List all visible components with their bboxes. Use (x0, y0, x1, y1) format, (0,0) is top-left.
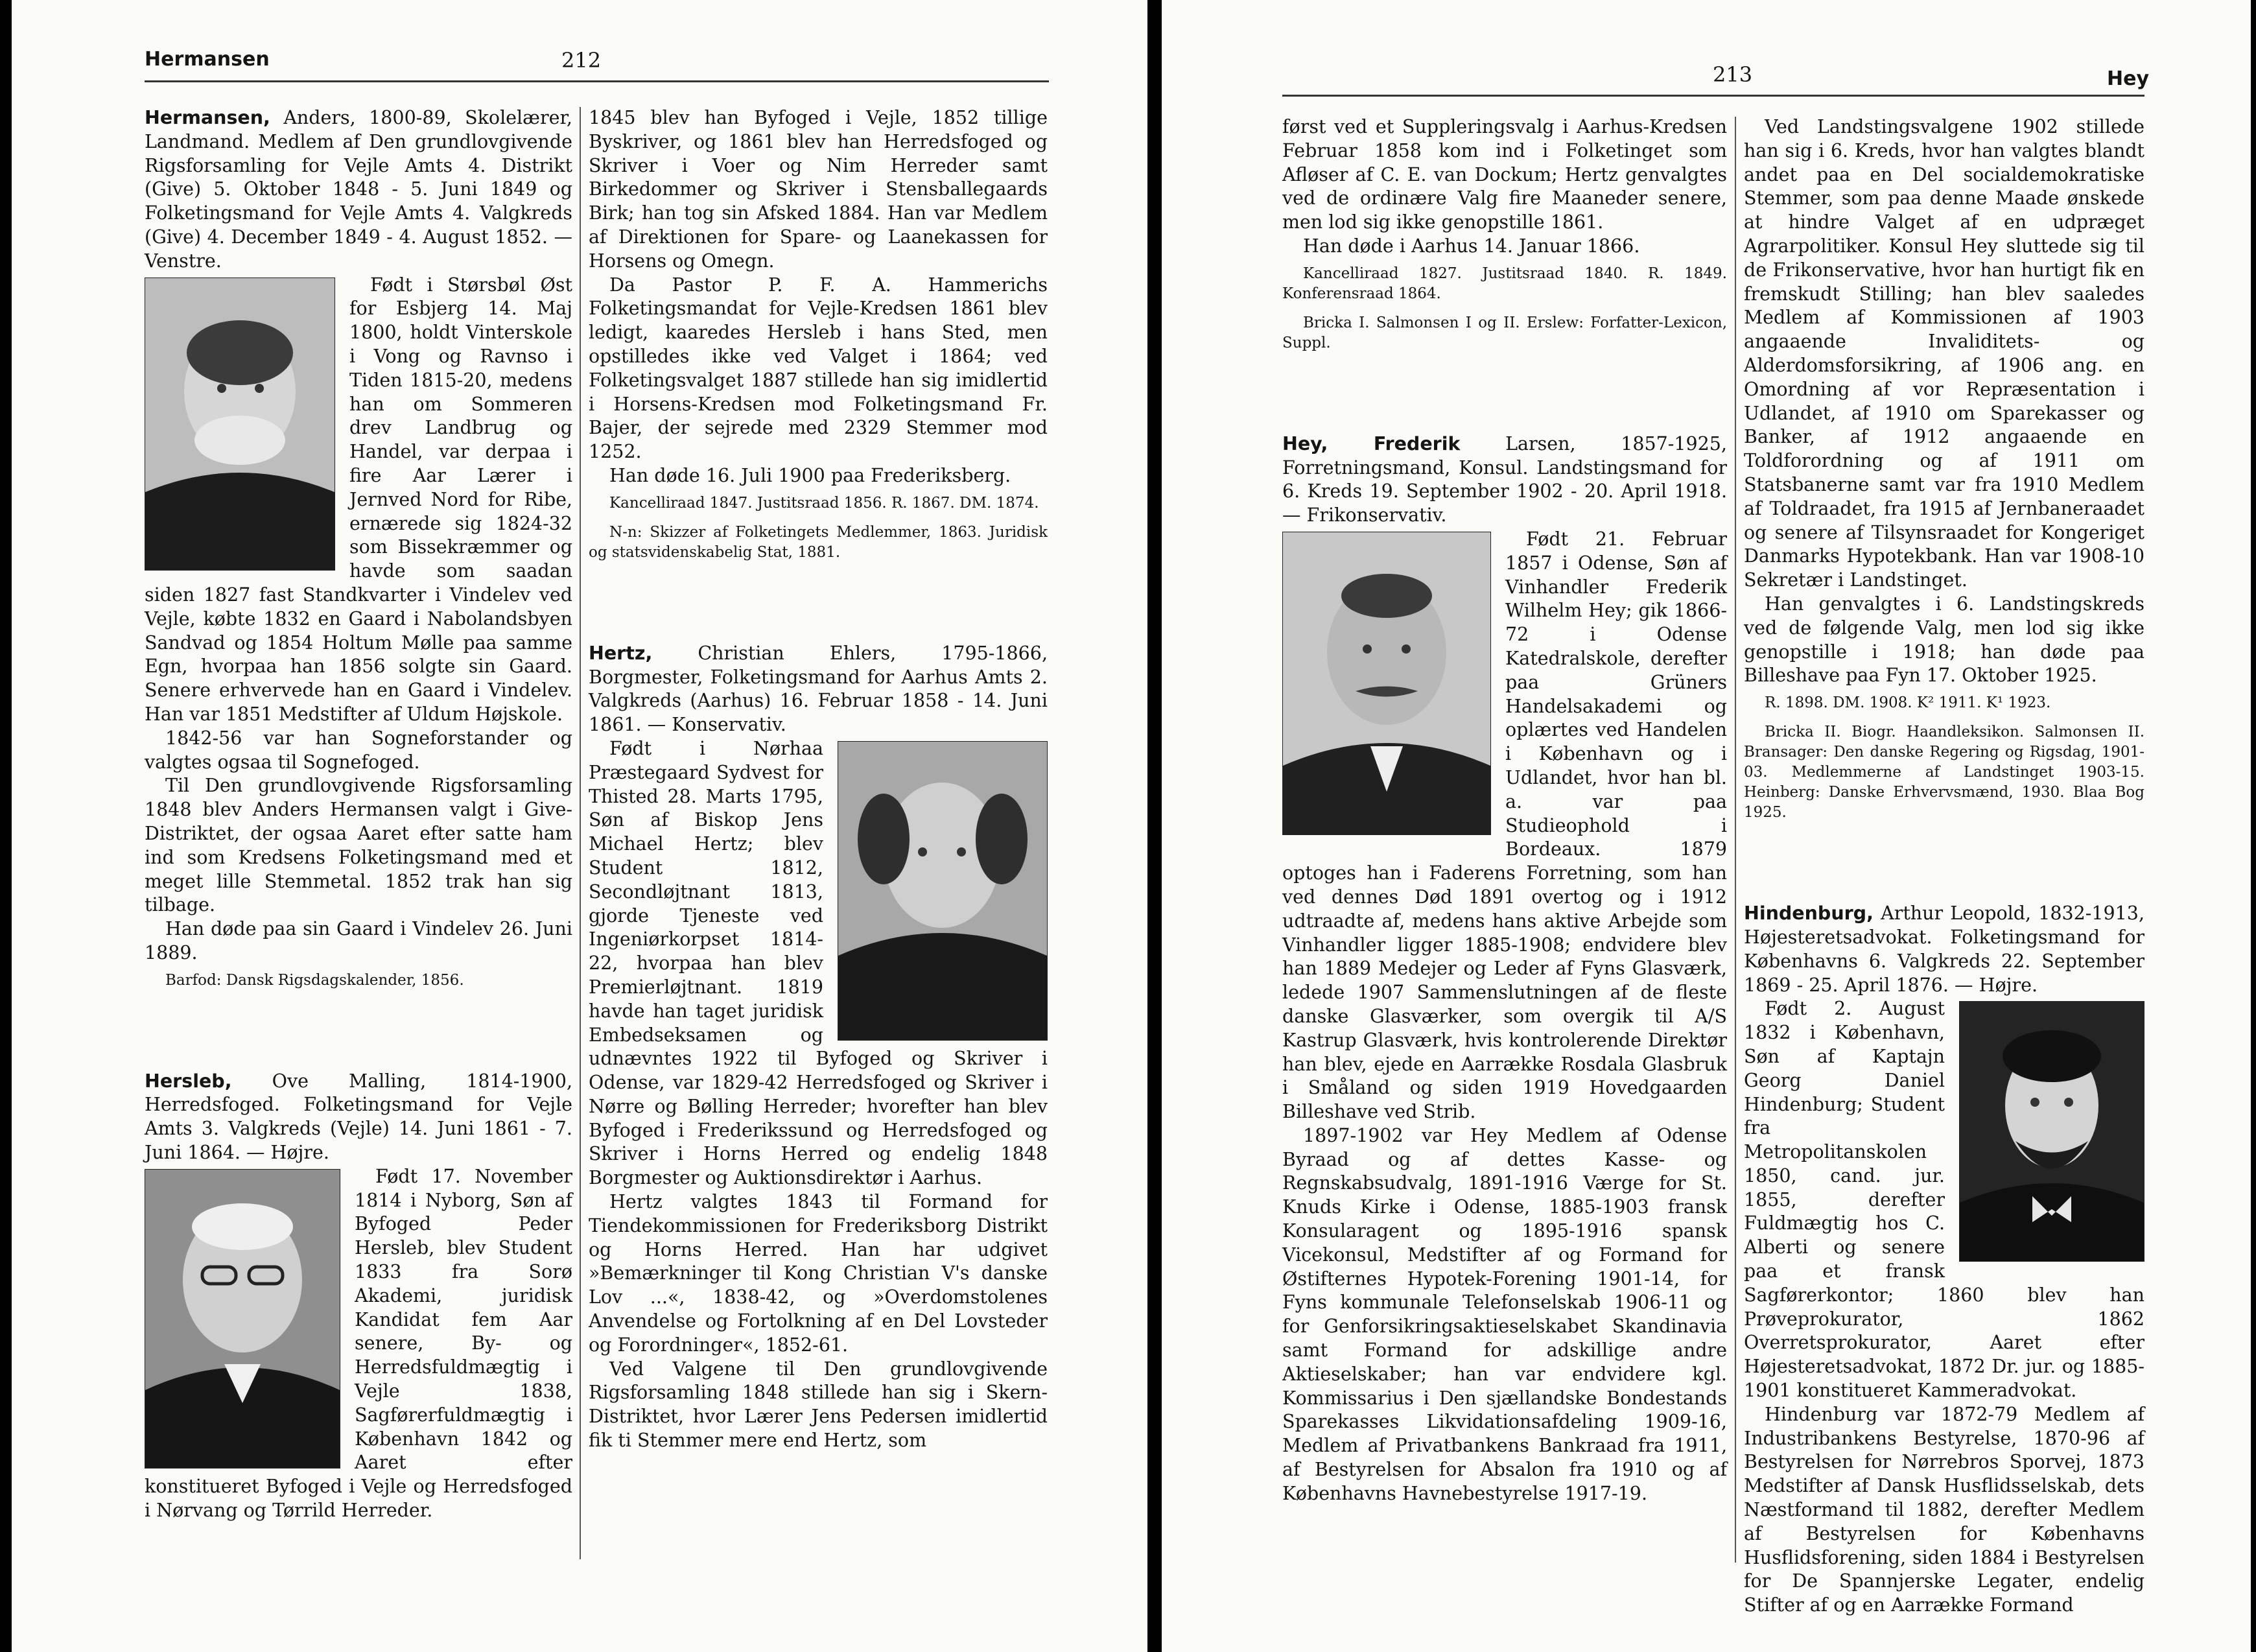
hermansen-p2: 1842-56 var han Sogneforstander og valgtes ogsaa til Sognefoged. (145, 727, 572, 773)
entry-name: Hermansen, (145, 107, 270, 128)
hersleb-honours: Kancelliraad 1847. Justitsraad 1856. R. 1867. DM. 1874. (609, 494, 1039, 512)
hertz-born: Født i Nørhaa Præstegaard Sydvest for Thisted 28. Marts 1795, Søn af Biskop Jens Michael Hertz; blev Student 1812, Secondløjtnant 1813, gjorde Tjeneste ved Ingeniørkorpset 1814-22, hvorpaa han blev Premierløjtnant. 1819 havde han taget juridisk Embedseksamen og udnævntes 1922 til Byfoged og Skriver i Odense, var 1829-42 Herredsfoged og Skriver i Nørre og Bølling Herreder; hvorefter han blev Byfoged i Frederikssund og Herredsfoged og Skriver i Horns Herred og endelig 1848 Borgmester og Auktionsdirektør i Aarhus. (589, 737, 1048, 1189)
hertz-sources: Bricka I. Salmonsen I og II. Erslew: Forfatter-Lexicon, Suppl. (1282, 314, 1727, 351)
entry-hersleb (145, 1070, 572, 1165)
entry-intro: Ove Malling, 1814-1900, Herredsfoged. Folketingsmand for Vejle Amts 3. Valgkreds (Vejle) 14. Juni 1861 - 7. Juni 1864. — Højre. (145, 1070, 572, 1164)
entry-hey (1282, 432, 1727, 528)
entry-name: Hertz, (589, 642, 653, 664)
column-divider (580, 107, 581, 1559)
hermansen-born: Født i Størsbøl Øst for Esbjerg 14. Maj 1800, holdt Vinterskole i Vong og Ravnso i Tiden 1815-20, medens han om Sommeren drev Landbrug og Handel, var derpaa i fire Aar Lærer i Jernved Nord for Ribe, ernærede sig 1824-32 som Bissekræmmer og havde som saadan siden 1827 fast Standkvarter i Vindelev ved Vejle, købte 1832 en Gaard i Nabolandsbyen Sandvad og 1854 Holtum Mølle paa samme Egn, hvorpaa han 1856 solgte sin Gaard. Senere erhvervede han en Gaard i Vindelev. Han var 1851 Medstifter af Uldum Højskole. (145, 274, 572, 725)
hey-honours: R. 1898. DM. 1908. K² 1911. K¹ 1923. (1765, 694, 2051, 712)
hertz-cont2: Han døde i Aarhus 14. Januar 1866. (1303, 235, 1640, 257)
hertz-cont1: først ved et Suppleringsvalg i Aarhus-Kredsen Februar 1858 kom ind i Folketinget som Afløser af C. E. van Dockum; Hertz genvalgtes ved de ordinære Valg fire Maaneder senere, men lod sig ikke genopstille 1861. (1282, 116, 1727, 233)
left-column-1 (145, 106, 572, 1523)
left-column-2 (589, 106, 1048, 1453)
entry-intro: Larsen, 1857-1925, Forretningsmand, Konsul. Landstingsmand for 6. Kreds 19. September 1902 - 20. April 1918. — Frikonservativ. (1282, 432, 1727, 526)
entry-intro: Arthur Leopold, 1832-1913, Højesteretsadvokat. Folketingsmand for Københavns 6. Valgkreds 22. September 1869 - 25. April 1876. — Højre. (1744, 903, 2145, 996)
hey-sources: Bricka II. Biogr. Haandleksikon. Salmonsen II. Bransager: Den danske Regering og Rigsdag, 1901-03. Medlemmerne af Landstinget 1903-15. Heinberg: Danske Erhvervsmænd, 1930. Blaa Bog 1925. (1744, 724, 2144, 821)
entry-hindenburg (1744, 902, 2144, 997)
column-divider (1735, 117, 1736, 1563)
left-page (12, 0, 1147, 1652)
hindenburg-born: Født 2. August 1832 i København, Søn af Kaptajn Georg Daniel Hindenburg; Student fra Metropolitanskolen 1850, cand. jur. 1855, derefter Fuldmægtig hos C. Alberti og senere paa et fransk Sagførerkontor; 1860 blev han Prøveprokurator, 1862 Overretsprokurator, Aaret efter Højesteretsadvokat, 1872 Dr. jur. og 1885-1901 konstitueret Kammeradvokat. (1744, 998, 2144, 1402)
header-rule (145, 80, 1049, 82)
portrait-hertz (838, 741, 1048, 1041)
entry-intro: Anders, 1800-89, Skolelærer, Landmand. Medlem af Den grundlovgivende Rigsforsamling for Vejle Amts 4. Distrikt (Give) 5. Oktober 1848 - 5. Juni 1849 og Folketingsmand for Vejle Amts 4. Valgkreds (Give) 4. December 1849 - 4. August 1852. — Venstre. (145, 107, 572, 272)
hertz-p2: Hertz valgtes 1843 til Formand for Tiendekommissionen for Frederiksborg Distrikt og Horns Herred. Han har udgivet »Bemærkninger til Kong Christian V's danske Lov ...«, 1838-42, og »Overdomstolenes Anvendelse og Fortolkning af en Del Lovsteder og Forordninger«, 1852-61. (589, 1191, 1048, 1356)
entry-intro: Christian Ehlers, 1795-1866, Borgmester, Folketingsmand for Aarhus Amts 2. Valgkreds (Aarhus) 16. Februar 1858 - 14. Juni 1861. — Konservativ. (589, 642, 1048, 736)
entry-name: Hey, Frederik (1282, 432, 1461, 454)
page-number: 212 (561, 48, 602, 73)
header-rule (1282, 95, 2144, 97)
hindenburg-p2: Hindenburg var 1872-79 Medlem af Industribankens Bestyrelse, 1870-96 af Bestyrelsen for Nørrebros Sporvej, 1873 Medstifter af Dansk Husflidsselskab, dets Næstformand til 1882, derefter Medlem af Bestyrelsen for Københavns Husflidsforening, siden 1884 i Bestyrelsen for De Spannjerske Legater, endelig Stifter af og en Aarrække Formand (1744, 1403, 2144, 1616)
hermansen-p4: Han døde paa sin Gaard i Vindelev 26. Juni 1889. (145, 918, 572, 963)
hersleb-sources: N-n: Skizzer af Folketingets Medlemmer, 1863. Juridisk og statsvidenskabelig Stat, 1881. (589, 523, 1048, 561)
hersleb-cont1: 1845 blev han Byfoged i Vejle, 1852 tillige Byskriver, og 1861 blev han Herredsfoged og Skriver i Voer og Nim Herreder samt Birkedommer og Skriver i Stensballegaards Birk; han tog sin Afsked 1884. Han var Medlem af Direktionen for Spare- og Laanekassen for Horsens og Omegn. (589, 107, 1048, 272)
right-page (1162, 0, 2251, 1652)
portrait-hindenburg (1959, 1001, 2144, 1262)
hersleb-cont3: Han døde 16. Juli 1900 paa Frederiksberg. (609, 464, 1011, 486)
right-column-2 (1744, 115, 2144, 1618)
portrait-hermansen (145, 277, 335, 571)
portrait-hey (1282, 532, 1491, 835)
hertz-honours: Kancelliraad 1827. Justitsraad 1840. R. 1849. Konferensraad 1864. (1282, 265, 1727, 302)
running-head: Hermansen (145, 48, 270, 71)
hermansen-source: Barfod: Dansk Rigsdagskalender, 1856. (165, 971, 464, 989)
hersleb-cont2: Da Pastor P. F. A. Hammerichs Folketingsmandat for Vejle-Kredsen 1861 blev ledigt, kaaredes Hersleb i hans Sted, men opstilledes ikke ved Valget i 1864; ved Folketingsvalget 1887 stillede han sig imidlertid i Horsens-Kredsen mod Folketingsmand Fr. Bajer, der sejrede med 2329 Stemmer mod 1252. (589, 274, 1048, 463)
hey-born: Født 21. Februar 1857 i Odense, Søn af Vinhandler Frederik Wilhelm Hey; gik 1866-72 i Odense Katedralskole, derefter paa Grüners Handelsakademi og oplærtes ved Handelen i København og i Udlandet, hvor han bl. a. var paa Studieophold i Bordeaux. 1879 optoges han i Faderens Forretning, som han ved dennes Død 1891 overtog og i 1912 udtraadte af, medens hans aktive Arbejde som Vinhandler ligger 1885-1908; endvidere blev han 1889 Medejer og Leder af Fyns Glasværk, ledede 1907 Sammenslutningen af de fleste danske Glasværker, som overgik til A/S Kastrup Glasværk, hvis kontrolerende Direktør han blev, ejede en Aarrække Rosdala Glasbruk i Småland og siden 1919 Hovedgaarden Billeshave ved Strib. (1282, 528, 1727, 1123)
hey-p2: 1897-1902 var Hey Medlem af Odense Byraad og af dettes Kasse- og Regnskabsudvalg, 1891-1916 Værge for St. Knuds Kirke i Odense, 1885-1903 fransk Konsularagent og 1895-1916 spansk Vicekonsul, Medstifter af og Formand for Østifternes Hypotek-Forening 1901-14, for Fyns kommunale Telefonselskab 1906-11 og for Genforsikringsaktieselskabet Skandinavia samt Formand for adskillige andre Aktieselskaber; han var endvidere kgl. Kommissarius i Den sjællandske Bondestands Sparekasses Likvidationsafdeling 1909-16, Medlem af Privatbankens Bankraad fra 1911, af Bestyrelsen for Absalon fra 1910 og af Københavns Havnebestyrelse 1917-19. (1282, 1124, 1727, 1504)
hey-cont1: Ved Landstingsvalgene 1902 stillede han sig i 6. Kreds, hvor han valgtes blandt andet paa en Del socialdemokratiske Stemmer, som paa denne Maade ønskede at hindre Valget af en udpræget Agrarpolitiker. Konsul Hey sluttede sig til de Frikonservative, hvor han hurtigt fik en fremskudt Stilling; han blev saaledes Medlem af Kommissionen af 1903 angaaende Invaliditets- og Alderdomsforsikring, af 1906 ang. en Omordning af vor Repræsentation i Udlandet, af 1910 om Sparekasser og Banker, af 1912 angaaende en Toldforordning og af 1911 om Statsbanerne samt var fra 1910 Medlem af Toldraadet, fra 1915 af Jernbaneraadet og senere af Tilsynsraadet for Kongeriget Danmarks Hypotekbank. Han var 1908-10 Sekretær i Landstinget. (1744, 116, 2144, 591)
hermansen-p3: Til Den grundlovgivende Rigsforsamling 1848 blev Anders Hermansen valgt i Give-Distriktet, der ogsaa Aaret efter satte ham ind som Kredsens Folketingsmand med et meget lille Stemmetal. 1852 trak han sig tilbage. (145, 775, 572, 916)
hey-cont2: Han genvalgtes i 6. Landstingskreds ved de følgende Valg, men lod sig ikke genopstille i 1918; han døde paa Billeshave paa Fyn 17. Oktober 1925. (1744, 593, 2144, 687)
entry-hertz (589, 642, 1048, 737)
running-head: Hey (2107, 67, 2150, 90)
entry-hermansen (145, 106, 572, 274)
page-number: 213 (1713, 62, 1753, 87)
hertz-p3: Ved Valgene til Den grundlovgivende Rigsforsamling 1848 stillede han sig i Skern-Distriktet, hvor Lærer Jens Pedersen imidlertid fik ti Stemmer mere end Hertz, som (589, 1358, 1048, 1452)
right-column-1 (1282, 115, 1727, 1506)
entry-name: Hersleb, (145, 1070, 232, 1092)
entry-name: Hindenburg, (1744, 903, 1874, 925)
hersleb-born: Født 17. November 1814 i Nyborg, Søn af Byfoged Peder Hersleb, blev Student 1833 fra Sorø Akademi, juridisk Kandidat fem Aar senere, By- og Herredsfuldmægtig i Vejle 1838, Sagførerfuldmægtig i København 1842 og Aaret efter konstitueret Byfoged i Vejle og Herredsfoged i Nørvang og Tørrild Herreder. (145, 1165, 572, 1522)
portrait-hersleb (145, 1169, 340, 1469)
